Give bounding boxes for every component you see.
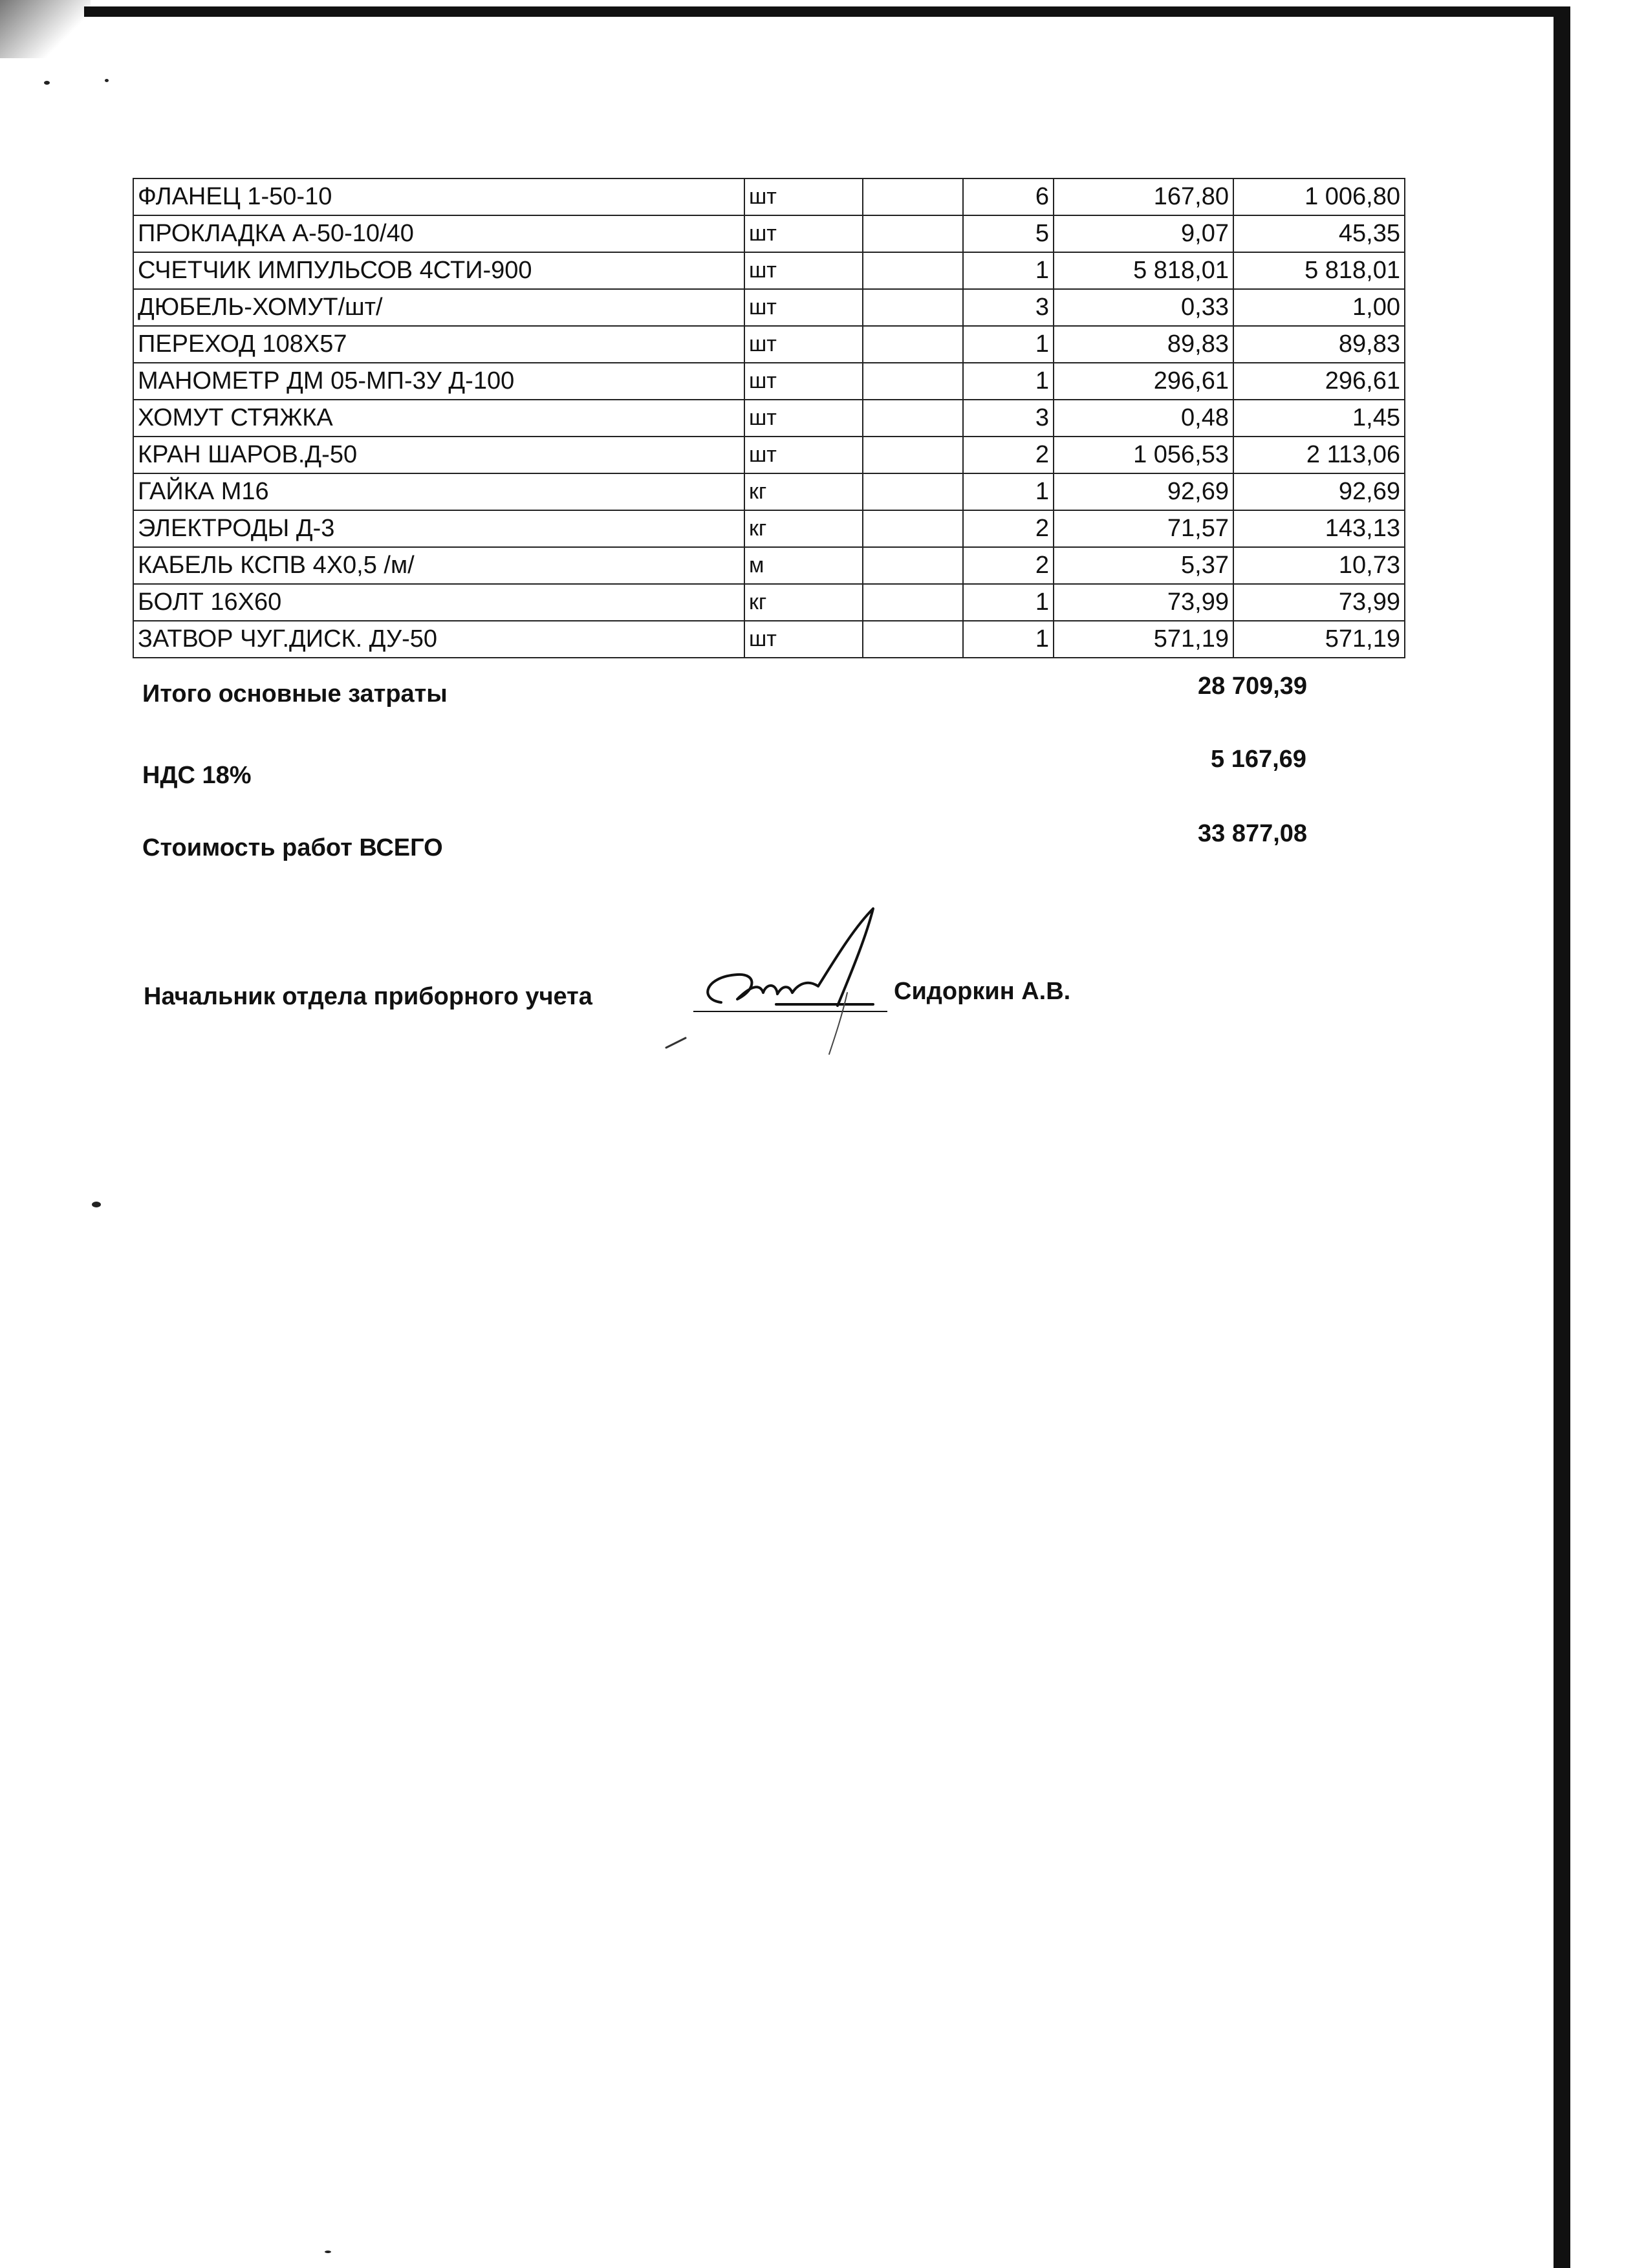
item-qty: 1 — [963, 584, 1054, 621]
item-sum: 143,13 — [1233, 510, 1405, 547]
item-unit: шт — [744, 178, 863, 215]
item-name: ЭЛЕКТРОДЫ Д-3 — [133, 510, 744, 547]
item-name: ПРОКЛАДКА А-50-10/40 — [133, 215, 744, 252]
item-price: 5 818,01 — [1054, 252, 1233, 289]
item-unit: кг — [744, 510, 863, 547]
item-name: КАБЕЛЬ КСПВ 4Х0,5 /м/ — [133, 547, 744, 584]
scan-shadow-corner — [0, 0, 91, 58]
item-name: ЗАТВОР ЧУГ.ДИСК. ДУ-50 — [133, 621, 744, 658]
table-row — [133, 473, 1405, 510]
item-name: ДЮБЕЛЬ-ХОМУТ/шт/ — [133, 289, 744, 326]
table-row — [133, 621, 1405, 658]
total-value: 33 877,08 — [1198, 820, 1308, 847]
item-qty: 2 — [963, 437, 1054, 473]
item-blank — [863, 400, 963, 437]
table-row — [133, 400, 1405, 437]
item-price: 296,61 — [1054, 363, 1233, 400]
table-row — [133, 363, 1405, 400]
item-name: ПЕРЕХОД 108Х57 — [133, 326, 744, 363]
item-price: 0,33 — [1054, 289, 1233, 326]
item-blank — [863, 363, 963, 400]
item-name: ХОМУТ СТЯЖКА — [133, 400, 744, 437]
item-blank — [863, 289, 963, 326]
item-qty: 1 — [963, 363, 1054, 400]
vat-value: 5 167,69 — [1211, 746, 1306, 773]
item-blank — [863, 178, 963, 215]
item-sum: 45,35 — [1233, 215, 1405, 252]
item-qty: 5 — [963, 215, 1054, 252]
items-table — [133, 178, 1405, 658]
item-price: 5,37 — [1054, 547, 1233, 584]
table-row — [133, 178, 1405, 215]
scan-speck — [105, 79, 109, 82]
item-unit: м — [744, 547, 863, 584]
table-row — [133, 437, 1405, 473]
item-sum: 1 006,80 — [1233, 178, 1405, 215]
item-qty: 1 — [963, 621, 1054, 658]
handwritten-signature — [660, 902, 931, 1070]
item-unit: шт — [744, 326, 863, 363]
total-label: Стоимость работ ВСЕГО — [142, 834, 443, 861]
item-unit: шт — [744, 289, 863, 326]
table-row — [133, 510, 1405, 547]
main-costs-value: 28 709,39 — [1198, 673, 1308, 700]
item-price: 92,69 — [1054, 473, 1233, 510]
table-row — [133, 252, 1405, 289]
table-row — [133, 547, 1405, 584]
item-name: БОЛТ 16Х60 — [133, 584, 744, 621]
item-blank — [863, 473, 963, 510]
item-qty: 6 — [963, 178, 1054, 215]
item-unit: шт — [744, 621, 863, 658]
scan-edge-right — [1554, 6, 1570, 2268]
item-price: 71,57 — [1054, 510, 1233, 547]
item-blank — [863, 621, 963, 658]
item-sum: 10,73 — [1233, 547, 1405, 584]
item-blank — [863, 252, 963, 289]
item-unit: шт — [744, 215, 863, 252]
item-sum: 571,19 — [1233, 621, 1405, 658]
item-price: 89,83 — [1054, 326, 1233, 363]
item-name: ФЛАНЕЦ 1-50-10 — [133, 178, 744, 215]
table-row — [133, 289, 1405, 326]
scan-speck — [325, 2251, 331, 2253]
item-qty: 3 — [963, 400, 1054, 437]
item-sum: 2 113,06 — [1233, 437, 1405, 473]
vat-label: НДС 18% — [142, 762, 252, 789]
items-table-body — [133, 178, 1405, 658]
item-price: 1 056,53 — [1054, 437, 1233, 473]
signatory-position: Начальник отдела приборного учета — [144, 983, 592, 1010]
item-price: 9,07 — [1054, 215, 1233, 252]
item-sum: 1,45 — [1233, 400, 1405, 437]
item-blank — [863, 584, 963, 621]
item-unit: шт — [744, 437, 863, 473]
item-sum: 1,00 — [1233, 289, 1405, 326]
item-name: СЧЕТЧИК ИМПУЛЬСОВ 4СТИ-900 — [133, 252, 744, 289]
item-qty: 1 — [963, 252, 1054, 289]
table-row — [133, 584, 1405, 621]
item-qty: 3 — [963, 289, 1054, 326]
item-qty: 2 — [963, 547, 1054, 584]
table-row — [133, 326, 1405, 363]
item-qty: 2 — [963, 510, 1054, 547]
item-unit: кг — [744, 584, 863, 621]
item-unit: кг — [744, 473, 863, 510]
item-blank — [863, 437, 963, 473]
item-sum: 89,83 — [1233, 326, 1405, 363]
table-row — [133, 215, 1405, 252]
item-name: МАНОМЕТР ДМ 05-МП-3У Д-100 — [133, 363, 744, 400]
item-unit: шт — [744, 363, 863, 400]
item-price: 73,99 — [1054, 584, 1233, 621]
scan-speck — [92, 1202, 101, 1207]
item-sum: 5 818,01 — [1233, 252, 1405, 289]
main-costs-label: Итого основные затраты — [142, 680, 448, 707]
item-blank — [863, 215, 963, 252]
item-name: КРАН ШАРОВ.Д-50 — [133, 437, 744, 473]
item-unit: шт — [744, 400, 863, 437]
item-name: ГАЙКА М16 — [133, 473, 744, 510]
item-price: 571,19 — [1054, 621, 1233, 658]
scan-edge-top — [84, 6, 1565, 17]
item-blank — [863, 510, 963, 547]
item-price: 0,48 — [1054, 400, 1233, 437]
scan-speck — [44, 81, 50, 85]
item-blank — [863, 326, 963, 363]
item-unit: шт — [744, 252, 863, 289]
item-sum: 296,61 — [1233, 363, 1405, 400]
signatory-name: Сидоркин А.В. — [894, 978, 1071, 1005]
item-blank — [863, 547, 963, 584]
item-sum: 92,69 — [1233, 473, 1405, 510]
item-qty: 1 — [963, 473, 1054, 510]
item-price: 167,80 — [1054, 178, 1233, 215]
item-qty: 1 — [963, 326, 1054, 363]
item-sum: 73,99 — [1233, 584, 1405, 621]
